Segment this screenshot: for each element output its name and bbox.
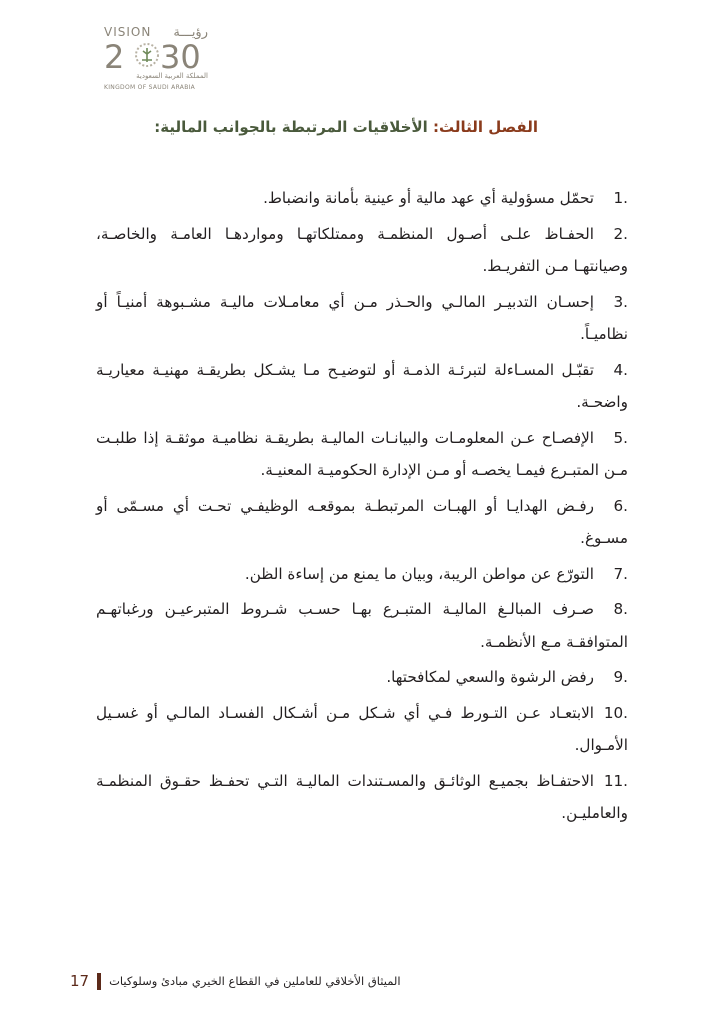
logo-year-digit-2: 2 — [104, 38, 125, 72]
list-item-number: 8. — [613, 600, 628, 618]
list-item-text: الحفـاظ علـى أصـول المنظمـة وممتلكاتهـا ومواردهـا العامـة والخاصـة، وصيانتهـا مـن التفريـط. — [96, 224, 628, 275]
list-item-number: 2. — [613, 224, 628, 243]
list-item-text: الإفصـاح عـن المعلومـات والبيانـات الماليـة بطريقـة نظاميـة موثقـة إذا طلبـت مـن المتبـرع فيمـا يخصـه أو مـن الإدارة الحكوميـة المعنيـة. — [96, 428, 628, 479]
logo-arabic-text: رؤيـــة — [173, 24, 208, 40]
list-item — [96, 558, 628, 591]
list-item-text: تحمّل مسؤولية أي عهد مالية أو عينية بأمانة وانضباط. — [263, 189, 594, 207]
list-item-number: 5. — [613, 428, 628, 447]
list-item — [96, 661, 628, 694]
page-number: 17 — [70, 972, 90, 990]
list-item-number: 10. — [603, 703, 628, 722]
list-item — [96, 286, 628, 351]
list-item — [96, 182, 628, 215]
chapter-heading — [154, 118, 538, 136]
list-item-number: 6. — [613, 496, 628, 515]
footer-divider — [97, 973, 101, 990]
list-item-text: رفـض الهدايـا أو الهبـات المرتبطـة بموقعـه الوظيفـي تحـت أي مسـمّى أو مسـوغ. — [96, 496, 628, 547]
list-item-number: 1. — [613, 189, 628, 207]
list-item-number: 3. — [613, 292, 628, 311]
list-item — [96, 697, 628, 762]
list-item-number: 9. — [613, 668, 628, 686]
logo-subtitle-arabic: المملكة العربية السعودية — [136, 72, 208, 80]
footer-document-title: الميثاق الأخلاقي للعاملين في القطاع الخيري مبادئ وسلوكيات — [109, 974, 401, 988]
list-item-text: صـرف المبالـغ الماليـة المتبـرع بهـا حسـب شـروط المتبرعيـن ورغباتهـم المتوافقـة مـع الأنظمـة. — [96, 600, 628, 651]
chapter-title: الأخلاقيات المرتبطة بالجوانب المالية: — [154, 118, 433, 136]
logo-vision-text: VISION — [104, 25, 152, 39]
logo-subtitle-english: KINGDOM OF SAUDI ARABIA — [104, 84, 196, 91]
list-item-text: تقبّـل المسـاءلة لتبرئـة الذمـة أو لتوضيـح مـا يشـكل بطريقـة مهنيـة معياريـة واضحـة. — [96, 360, 628, 411]
list-item-number: 7. — [613, 564, 628, 583]
chapter-label: الفصل الثالث: — [433, 118, 538, 136]
list-item-number: 11. — [603, 771, 628, 790]
list-item — [96, 490, 628, 555]
list-item-text: الاحتفـاظ بجميـع الوثائـق والمسـتندات الماليـة التـي تحفـظ حقـوق المنظمـة والعامليـن. — [96, 771, 628, 822]
list-item — [96, 218, 628, 283]
list-item-text: الابتعـاد عـن التـورط فـي أي شـكل مـن أشـكال الفسـاد المالـي أو غسـيل الأمـوال. — [96, 703, 628, 754]
list-item — [96, 765, 628, 830]
list-item — [96, 354, 628, 419]
logo-year-digits-30: 30 — [160, 38, 201, 72]
ethics-list — [96, 182, 628, 833]
list-item-number: 4. — [613, 360, 628, 379]
page-footer — [70, 970, 401, 992]
list-item — [96, 593, 628, 658]
list-item — [96, 422, 628, 487]
list-item-text: إحسـان التدبيـر المالـي والحـذر مـن أي معامـلات ماليـة مشـبوهة أمنيـاً أو نظاميـاً. — [96, 292, 628, 343]
list-item-text: التورّع عن مواطن الريبة، وبيان ما يمنع من إساءة الظن. — [244, 564, 594, 583]
vision-2030-logo — [100, 22, 210, 98]
palm-emblem-icon — [136, 44, 158, 66]
logo-year-graphic — [102, 38, 208, 72]
list-item-text: رفض الرشوة والسعي لمكافحتها. — [386, 668, 594, 686]
